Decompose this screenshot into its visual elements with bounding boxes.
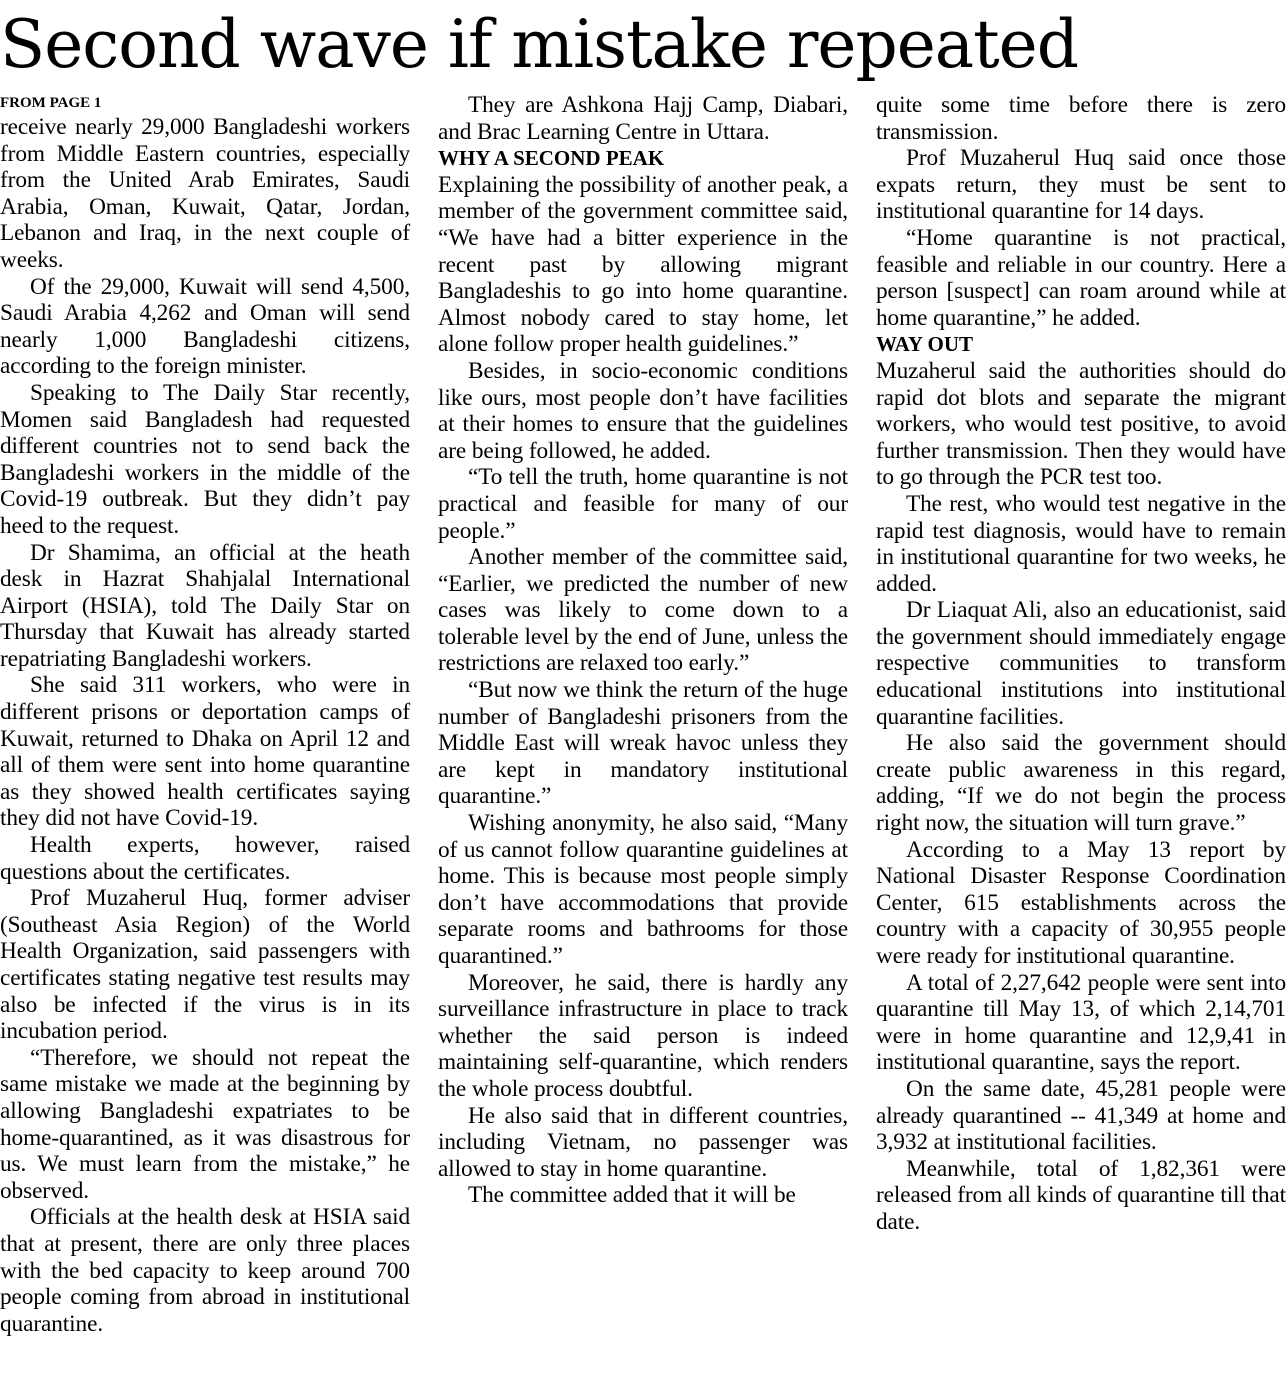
paragraph: Muzaherul said the authorities should do rapid dot blots and separate the migrant workers, who would test positive, to avoid further transmission. Then they would have to go through the PCR test too. <box>876 357 1286 491</box>
paragraph: Health experts, however, raised questions about the certificates. <box>0 832 410 885</box>
continuation-kicker: FROM PAGE 1 <box>0 95 102 111</box>
paragraph: Besides, in socio-economic conditions like ours, most people don’t have facilities at their homes to ensure that the guidelines are being followed, he added. <box>438 357 848 464</box>
paragraph: Prof Muzaherul Huq, former adviser (Southeast Asia Region) of the World Health Organization, said passengers with certificates stating negative test results may also be infected if the virus is in its incubation period. <box>0 885 410 1045</box>
paragraph: Officials at the health desk at HSIA said that at present, there are only three places with the bed capacity to keep around 700 people coming from abroad in institutional quarantine. <box>0 1204 410 1337</box>
headline: Second wave if mistake repeated <box>0 6 1078 83</box>
paragraph: They are Ashkona Hajj Camp, Diabari, and Brac Learning Centre in Uttara. <box>438 92 848 145</box>
subheading-way-out: WAY OUT <box>876 332 974 357</box>
paragraph: Of the 29,000, Kuwait will send 4,500, Saudi Arabia 4,262 and Oman will send nearly 1,000 Bangladeshi citizens, according to the foreign minister. <box>0 273 410 380</box>
article-column-3 <box>876 92 1286 1236</box>
paragraph: A total of 2,27,642 people were sent into quarantine till May 13, of which 2,14,701 were in home quarantine and 12,9,41 in institutional quarantine, says the report. <box>876 969 1286 1076</box>
paragraph: The committee added that it will be <box>468 1182 796 1209</box>
paragraph: Another member of the committee said, “Earlier, we predicted the number of new cases was likely to come down to a tolerable level by the end of June, unless the restrictions are relaxed too early.” <box>438 544 848 677</box>
paragraph: Dr Shamima, an official at the heath desk in Hazrat Shahjalal International Airport (HSIA), told The Daily Star on Thursday that Kuwait has already started repatriating Bangladeshi workers. <box>0 539 410 672</box>
paragraph: Meanwhile, total of 1,82,361 were released from all kinds of quarantine till that date. <box>876 1155 1286 1235</box>
paragraph: “Therefore, we should not repeat the same mistake we made at the beginning by allowing Bangladeshi expatriates to be home-quarantined, as it was disastrous for us. We must learn from the mistake,” he observed. <box>0 1044 410 1204</box>
paragraph: “But now we think the return of the huge number of Bangladeshi prisoners from the Middle East will wreak havoc unless they are kept in mandatory institutional quarantine.” <box>438 677 848 810</box>
paragraph: Explaining the possibility of another peak, a member of the government committee said, “We have had a bitter experience in the recent past by allowing migrant Bangladeshis to go into home quarantine. Almost nobody cared to stay home, let alone follow proper health guidelines.” <box>438 171 848 358</box>
paragraph: He also said that in different countries, including Vietnam, no passenger was allowed to stay in home quarantine. <box>438 1102 848 1182</box>
paragraph: “To tell the truth, home quarantine is not practical and feasible for many of our people.” <box>438 464 848 544</box>
paragraph: Speaking to The Daily Star recently, Momen said Bangladesh had requested different countries not to send back the Bangladeshi workers in the middle of the Covid-19 outbreak. But they didn’t pay heed to the request. <box>0 379 410 539</box>
paragraph: She said 311 workers, who were in different prisons or deportation camps of Kuwait, returned to Dhaka on April 12 and all of them were sent into home quarantine as they showed health certificates saying they did not have Covid-19. <box>0 672 410 832</box>
subheading-why-a-second-peak: WHY A SECOND PEAK <box>438 146 665 171</box>
paragraph: receive nearly 29,000 Bangladeshi workers from Middle Eastern countries, especially from the United Arab Emirates, Saudi Arabia, Oman, Kuwait, Qatar, Jordan, Lebanon and Iraq, in the next couple of weeks. <box>0 114 410 273</box>
paragraph: “Home quarantine is not practical, feasible and reliable in our country. Here a person [suspect] can roam around while at home quarantine,” he added. <box>876 224 1286 331</box>
paragraph: According to a May 13 report by National Disaster Response Coordination Center, 615 establishments across the country with a capacity of 30,955 people were ready for institutional quarantine. <box>876 836 1286 969</box>
paragraph: Wishing anonymity, he also said, “Many of us cannot follow quarantine guidelines at home. This is because most people simply don’t have accommodations that provide separate rooms and bathrooms for those quarantined.” <box>438 810 848 969</box>
paragraph: quite some time before there is zero transmission. <box>876 92 1286 145</box>
article-column-2 <box>438 92 848 1209</box>
paragraph: Moreover, he said, there is hardly any surveillance infrastructure in place to track whether the said person is indeed maintaining self-quarantine, which renders the whole process doubtful. <box>438 969 848 1102</box>
paragraph: The rest, who would test negative in the rapid test diagnosis, would have to remain in institutional quarantine for two weeks, he added. <box>876 490 1286 597</box>
article-column-1 <box>0 92 410 1337</box>
paragraph: On the same date, 45,281 people were already quarantined -- 41,349 at home and 3,932 at institutional facilities. <box>876 1075 1286 1156</box>
paragraph: Prof Muzaherul Huq said once those expats return, they must be sent to institutional quarantine for 14 days. <box>876 145 1286 225</box>
paragraph: He also said the government should create public awareness in this regard, adding, “If we do not begin the process right now, the situation will turn grave.” <box>876 730 1286 837</box>
paragraph: Dr Liaquat Ali, also an educationist, said the government should immediately engage respective communities to transform educational institutions into institutional quarantine facilities. <box>876 597 1286 730</box>
